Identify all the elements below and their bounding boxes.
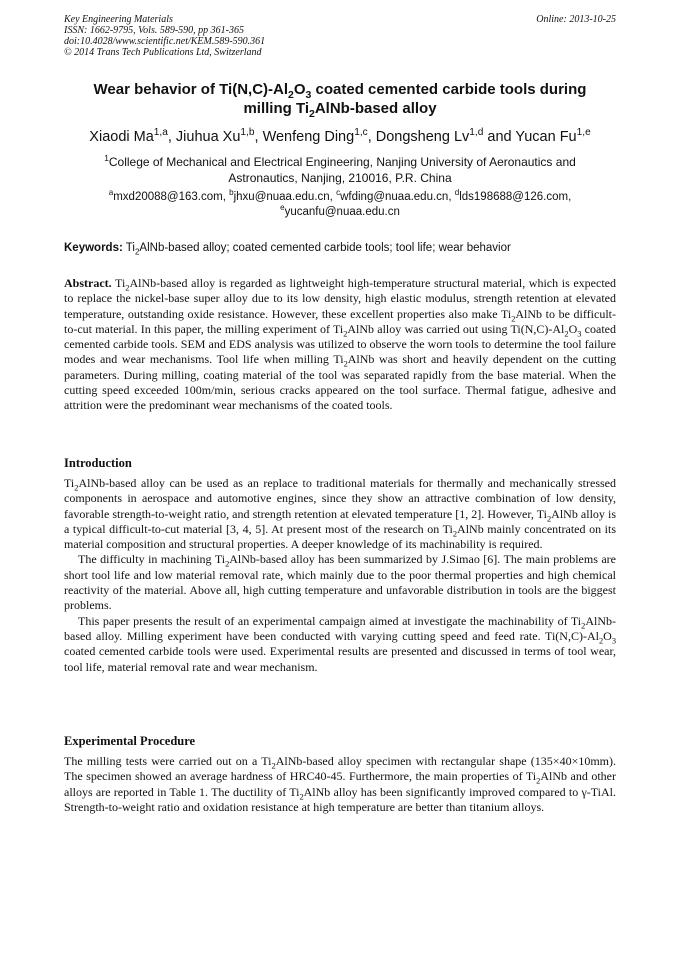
email-link[interactable]: yucanfu@nuaa.edu.cn — [284, 206, 400, 218]
keywords-label: Keywords: — [64, 242, 123, 254]
email-sep: , — [568, 191, 572, 203]
body-text: Ti — [64, 476, 75, 490]
email-sep: , — [222, 191, 230, 203]
keywords — [64, 240, 616, 256]
subscript: 2 — [271, 761, 276, 771]
section-heading-introduction: Introduction — [64, 456, 132, 470]
intro-paragraph-2 — [64, 552, 616, 613]
email-sup: a — [108, 188, 114, 198]
title-part: Wear behavior of Ti(N,C)-Al — [93, 81, 289, 98]
subscript: 2 — [74, 483, 79, 493]
affiliation-line2: Astronautics, Nanjing, 210016, P.R. China — [228, 171, 452, 185]
subscript: 2 — [343, 359, 348, 369]
author-name: Dongsheng Lv — [375, 129, 470, 145]
author-name: Wenfeng Ding — [262, 129, 355, 145]
body-text: AlNb alloy has been significantly improved compared to γ-TiAl. Strength-to-weight ratio and oxidation resistance at high temperature are better than titanium alloys. — [64, 784, 616, 814]
author-sep: , — [367, 129, 376, 145]
subscript: 2 — [511, 313, 516, 323]
author-sup: 1,e — [576, 127, 591, 139]
email-sup: c — [336, 188, 341, 198]
body-text: AlNb mainly concentrated on its material composition and structural properties. A deeper knowledge of its machinability is required. — [64, 521, 616, 552]
title-part: O — [293, 81, 306, 98]
body-text: AlNb-based alloy has been summarized by J.Simao [6]. The main problems are short tool life and low material removal rate, which mainly due to the poor thermal properties and high chemical reactivity of the material. Above all, high cutting temperature and unfavorable distribution in tools are the biggest problems. — [64, 552, 616, 613]
section-heading-experimental: Experimental Procedure — [64, 734, 196, 748]
email-list — [64, 190, 616, 220]
journal-name: Key Engineering Materials — [64, 14, 173, 25]
paper-title — [64, 80, 616, 118]
email-link[interactable]: jhxu@nuaa.edu.cn — [233, 191, 330, 203]
email-sup: b — [229, 188, 234, 198]
affiliation-line1: College of Mechanical and Electrical Engineering, Nanjing University of Aeronautics and — [108, 155, 576, 169]
introduction-section — [64, 476, 616, 675]
experimental-paragraph — [64, 754, 616, 815]
keywords-sub: 2 — [134, 247, 140, 257]
abstract-text: AlNb alloy was carried out using Ti(N,C)-Al — [347, 321, 565, 336]
subscript: 2 — [536, 776, 541, 786]
intro-paragraph-3 — [64, 614, 616, 675]
online-date: Online: 2013-10-25 — [536, 14, 616, 25]
title-part: coated cemented carbide tools during — [311, 81, 587, 98]
journal-header — [64, 14, 616, 58]
affiliation-sup: 1 — [104, 153, 109, 163]
subscript: 2 — [581, 621, 586, 631]
email-sep: , — [329, 191, 337, 203]
abstract-label: Abstract. — [64, 276, 112, 290]
title-sub: 3 — [305, 89, 312, 101]
body-text: AlNb-based alloy. Milling experiment have been conducted with varying cutting speed and feed rate. Ti(N,C)-Al — [64, 613, 616, 643]
title-part: milling Ti — [243, 100, 309, 117]
title-sub: 2 — [288, 89, 294, 101]
experimental-section — [64, 754, 616, 815]
subscript: 2 — [546, 513, 552, 523]
subscript: 2 — [598, 636, 604, 646]
subscript: 2 — [299, 791, 304, 801]
body-text: AlNb-based alloy can be used as an replace to traditional materials for thermally and mechanically stressed components in aerospace and automotive engines, since they show an attractive combination of low density, favorable strength-to-weight ratio, and strength retention at elevated temperature [1, 2]. However, Ti — [64, 476, 616, 521]
affiliation — [64, 154, 616, 186]
subscript: 2 — [564, 329, 569, 339]
copyright-line: © 2014 Trans Tech Publications Ltd, Switzerland — [64, 47, 262, 58]
abstract-text: AlNb to be difficult-to-cut material. In this paper, the milling experiment of Ti — [64, 306, 616, 336]
author-sep: and — [483, 129, 516, 145]
title-sub: 2 — [309, 108, 315, 120]
abstract-text: AlNb-based alloy is regarded as lightweight high-temperature structural material, which is expected to replace the nickel-base super alloy due to its low density, high elastic modulus, strength retention at elevated temperature, outstanding oxide resistance. However, these excellent properties also make Ti — [64, 276, 616, 321]
author-name: Yucan Fu — [515, 129, 577, 145]
doi-line: doi:10.4028/www.scientific.net/KEM.589-590.361 — [64, 36, 266, 47]
body-text: coated cemented carbide tools were used. Experimental results are presented and discussed in terms of tool wear, tool life, material removal rate and wear mechanism. — [64, 644, 616, 674]
abstract-text: coated cemented carbide tools. SEM and EDS analysis was utilized to observe the worn tools to determine the tool failure modes and wear mechanisms. Tool life when milling Ti — [64, 321, 616, 367]
subscript: 3 — [611, 636, 616, 646]
email-link[interactable]: wfding@nuaa.edu.cn — [340, 191, 449, 203]
abstract — [64, 276, 616, 414]
title-part: AlNb-based alloy — [314, 100, 437, 117]
email-link[interactable]: lds198688@126.com — [459, 191, 569, 203]
author-sep: , — [167, 129, 176, 145]
abstract-text: AlNb was short and heavily dependent on the cutting parameters. During milling, coating material of the tool was separated rapidly from the base material. When the cutting speed exceeded 100m/min, serious cracks appeared on the tool surface. Thermal fatigue, adhesive and attrition were the predominant wear mechanisms of the coated tools. — [64, 352, 617, 413]
email-link[interactable]: mxd20088@163.com — [113, 191, 223, 203]
intro-paragraph-1 — [64, 476, 616, 552]
body-text: The difficulty in machining Ti — [78, 552, 226, 567]
abstract-text: Ti — [111, 276, 126, 290]
author-name: Jiuhua Xu — [175, 129, 241, 145]
body-text: This paper presents the result of an experimental campaign aimed at investigate the machinability of Ti — [78, 613, 582, 628]
author-list — [40, 128, 640, 146]
subscript: 2 — [225, 559, 230, 569]
subscript: 3 — [577, 329, 582, 339]
keywords-text: AlNb-based alloy; coated cemented carbide tools; tool life; wear behavior — [139, 242, 511, 254]
author-sup: 1,a — [153, 127, 168, 139]
body-text: AlNb-based alloy specimen with rectangular shape (135×40×10mm). The specimen showed an average hardness of HRC40-45. Furthermore, the main properties of Ti — [64, 754, 616, 784]
body-text: AlNb and other alloys are reported in Table 1. The ductility of Ti — [64, 769, 616, 799]
email-sup: e — [280, 203, 285, 213]
body-text: The milling tests were carried out on a Ti — [64, 754, 272, 768]
subscript: 2 — [343, 329, 348, 339]
keywords-text: Ti — [122, 242, 135, 254]
body-text: O — [603, 628, 612, 643]
email-sup: d — [454, 188, 460, 198]
abstract-text: O — [568, 321, 578, 336]
author-name: Xiaodi Ma — [89, 129, 154, 145]
issn-line: ISSN: 1662-9795, Vols. 589-590, pp 361-365 — [64, 25, 244, 36]
author-sup: 1,c — [354, 127, 368, 139]
subscript: 2 — [452, 529, 458, 539]
abstract-paragraph — [64, 276, 616, 414]
subscript: 2 — [125, 283, 130, 293]
author-sep: , — [254, 129, 263, 145]
author-sup: 1,d — [469, 127, 484, 139]
email-sep: , — [448, 191, 455, 203]
author-sup: 1,b — [240, 127, 255, 139]
body-text: AlNb alloy is a typical difficult-to-cut material [3, 4, 5]. At present most of the research on Ti — [64, 506, 616, 536]
